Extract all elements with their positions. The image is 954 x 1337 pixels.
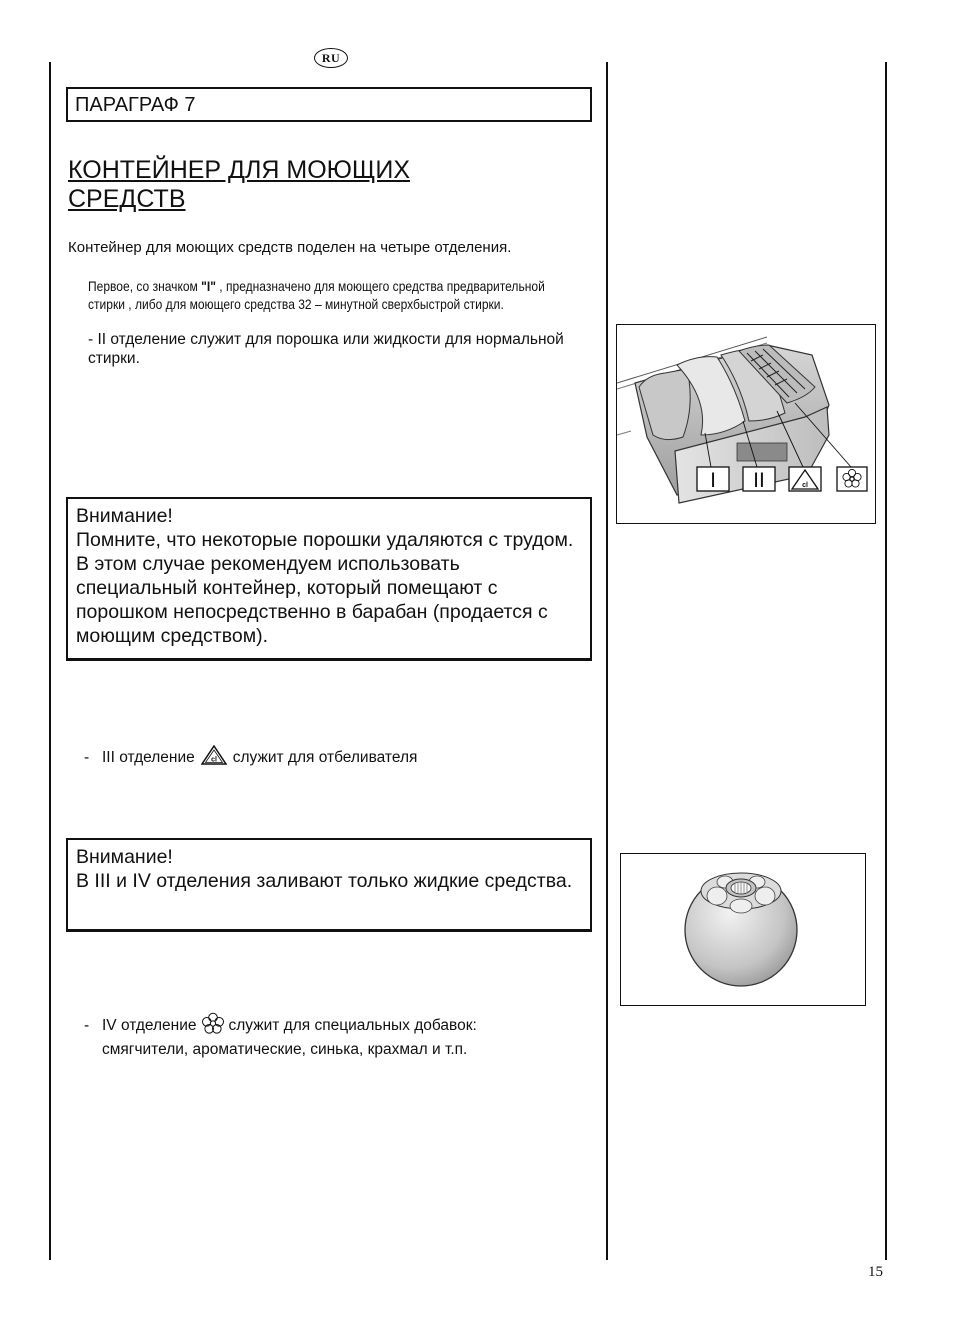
compartment-4-description: служит для специальных добавок: xyxy=(228,1017,477,1034)
compartment-4-dash: - xyxy=(84,1017,90,1034)
compartment-1-text xyxy=(88,277,578,313)
right-margin-line xyxy=(885,62,887,1260)
flower-icon xyxy=(201,1012,225,1040)
language-badge: RU xyxy=(314,48,348,68)
compartment-1-suffix: , предназначено для моющего средства предварительной стирки , либо для моющего средства 32 – минутной сверхбыстрой стирки. xyxy=(88,278,545,312)
column-divider-line xyxy=(606,62,608,1260)
warning-box-2 xyxy=(66,838,592,932)
section-label: ПАРАГРАФ 7 xyxy=(75,94,196,116)
compartment-1-symbol: "I" xyxy=(201,278,216,294)
svg-text:cl: cl xyxy=(210,756,217,764)
svg-text:cl: cl xyxy=(802,482,808,489)
intro-text: Контейнер для моющих средств поделен на четыре отделения. xyxy=(68,239,512,256)
warning-2-end: . xyxy=(566,870,573,892)
compartment-1-prefix: Первое, со значком xyxy=(88,278,202,294)
bleach-triangle-icon xyxy=(201,745,227,771)
compartment-3-label: отделение xyxy=(119,749,195,766)
compartment-3-dash: - xyxy=(84,749,90,766)
warning-2-heading: Внимание! xyxy=(76,846,173,868)
compartment-4-numeral: IV xyxy=(102,1017,117,1034)
section-header xyxy=(66,87,592,122)
left-margin-line xyxy=(49,62,51,1260)
page-title xyxy=(68,156,468,214)
compartment-2-text: - II отделение служит для порошка или жидкости для нормальной стирки. xyxy=(88,331,564,367)
warning-1-heading: Внимание! xyxy=(76,505,173,527)
compartment-4-label: отделение xyxy=(120,1017,197,1034)
detergent-drawer-illustration xyxy=(616,324,876,524)
drawer-label-2: II xyxy=(753,469,765,492)
page-number: 15 xyxy=(868,1264,883,1280)
compartment-4-item xyxy=(84,1012,564,1060)
page-title-line-1: КОНТЕЙНЕР ДЛЯ МОЮЩИХ xyxy=(68,156,410,184)
compartment-4-line-2: смягчители, ароматические, синька, крахмал и т.п. xyxy=(102,1041,468,1058)
page-title-line-2: СРЕДСТВ xyxy=(68,185,186,213)
compartment-4-line-1 xyxy=(84,1012,564,1040)
compartment-3-description: служит для отбеливателя xyxy=(232,749,418,766)
warning-2-body: В III и IV отделения заливают только жидкие средства xyxy=(76,870,567,892)
warning-1-body: Помните, что некоторые порошки удаляются с трудом. В этом случае рекомендуем использовать специальный контейнер, который помещают с порошком непосредственно в барабан (продается с моющим средством). xyxy=(76,529,574,647)
warning-box-1 xyxy=(66,497,592,661)
drawer-label-1: I xyxy=(710,469,716,492)
compartment-3-numeral: III xyxy=(102,749,115,766)
detergent-ball-illustration xyxy=(620,853,866,1006)
compartment-3-item xyxy=(84,745,504,771)
